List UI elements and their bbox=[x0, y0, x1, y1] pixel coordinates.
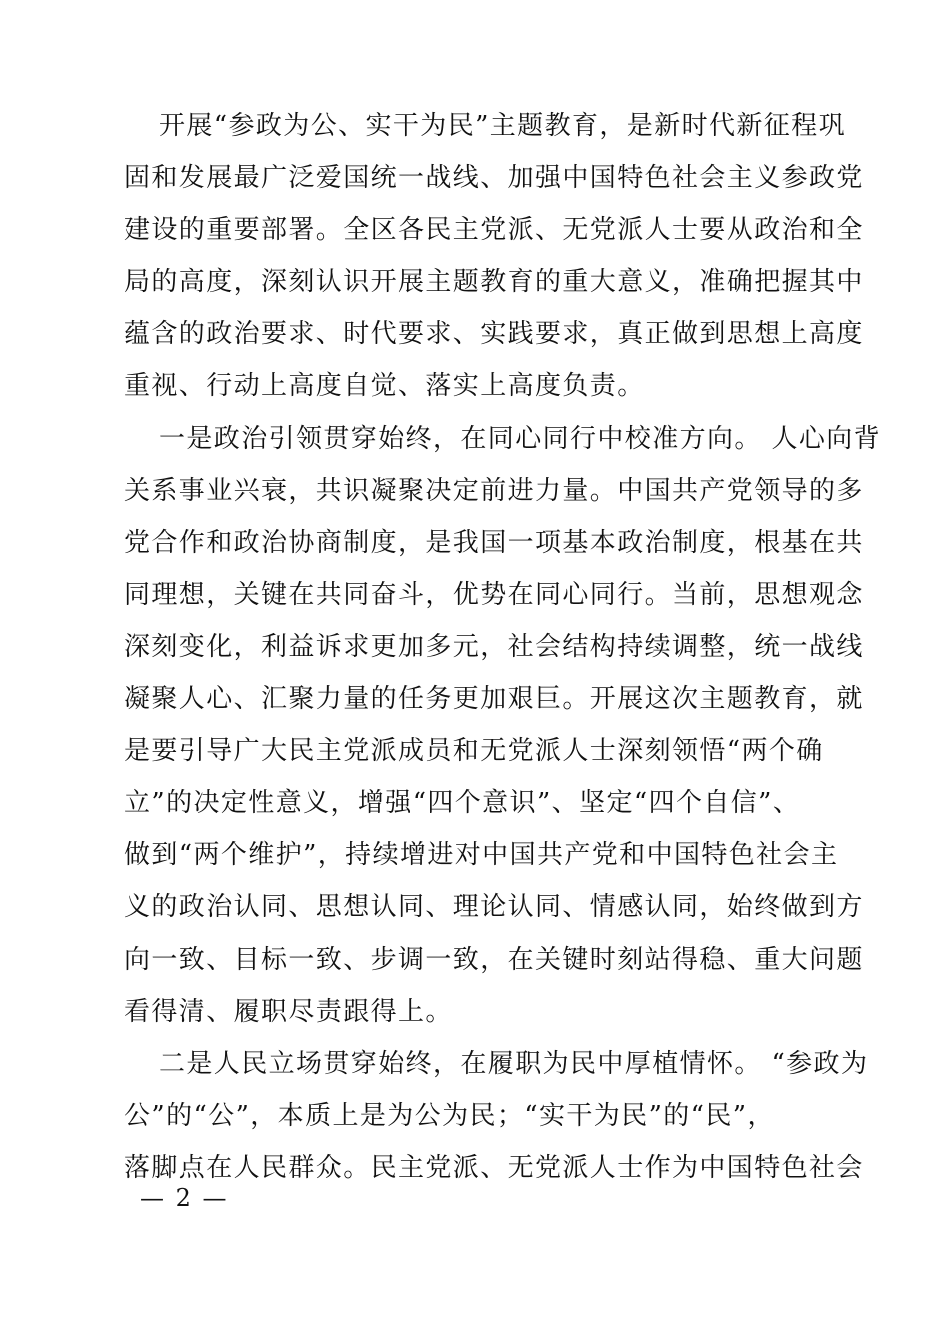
text-line: 义的政治认同、思想认同、理论认同、情感认同，始终做到方 bbox=[124, 892, 864, 923]
text-line: 做到“两个维护”，持续增进对中国共产党和中国特色社会主 bbox=[124, 840, 839, 871]
text-line: 重视、行动上高度自觉、落实上高度负责。 bbox=[124, 371, 645, 402]
paragraph-3 bbox=[124, 1038, 869, 1194]
text-line: 局的高度，深刻认识开展主题教育的重大意义，准确把握其中 bbox=[124, 267, 864, 298]
text-line: 二是人民立场贯穿始终，在履职为民中厚植情怀。 “参政为 bbox=[159, 1048, 869, 1079]
text-line: 看得清、履职尽责跟得上。 bbox=[124, 996, 453, 1027]
document-body bbox=[124, 100, 882, 1194]
text-line: 蕴含的政治要求、时代要求、实践要求，真正做到思想上高度 bbox=[124, 319, 864, 350]
text-line: 建设的重要部署。全区各民主党派、无党派人士要从政治和全 bbox=[124, 215, 864, 246]
text-line: 落脚点在人民群众。民主党派、无党派人士作为中国特色社会 bbox=[124, 1152, 864, 1183]
text-line: 开展“参政为公、实干为民”主题教育，是新时代新征程巩 bbox=[159, 111, 846, 141]
text-line: 党合作和政治协商制度，是我国一项基本政治制度，根基在共 bbox=[124, 527, 864, 558]
paragraph-1 bbox=[124, 100, 864, 413]
text-line: 同理想，关键在共同奋斗，优势在同心同行。当前，思想观念 bbox=[124, 579, 864, 610]
text-line: 立”的决定性意义，增强“四个意识”、坚定“四个自信”、 bbox=[124, 788, 801, 819]
text-line: 一是政治引领贯穿始终，在同心同行中校准方向。 人心向背 bbox=[159, 423, 882, 454]
text-line: 关系事业兴衰，共识凝聚决定前进力量。中国共产党领导的多 bbox=[124, 475, 864, 506]
text-line: 是要引导广大民主党派成员和无党派人士深刻领悟“两个确 bbox=[124, 736, 824, 767]
paragraph-2 bbox=[124, 413, 882, 1038]
text-line: 公”的“公”，本质上是为公为民；“实干为民”的“民”， bbox=[124, 1100, 775, 1131]
text-line: 向一致、目标一致、步调一致，在关键时刻站得稳、重大问题 bbox=[124, 944, 864, 975]
page-number: — 2 — bbox=[140, 1184, 229, 1212]
text-line: 凝聚人心、汇聚力量的任务更加艰巨。开展这次主题教育，就 bbox=[124, 684, 864, 715]
text-line: 固和发展最广泛爱国统一战线、加强中国特色社会主义参政党 bbox=[124, 163, 864, 194]
text-line: 深刻变化，利益诉求更加多元，社会结构持续调整，统一战线 bbox=[124, 631, 864, 662]
